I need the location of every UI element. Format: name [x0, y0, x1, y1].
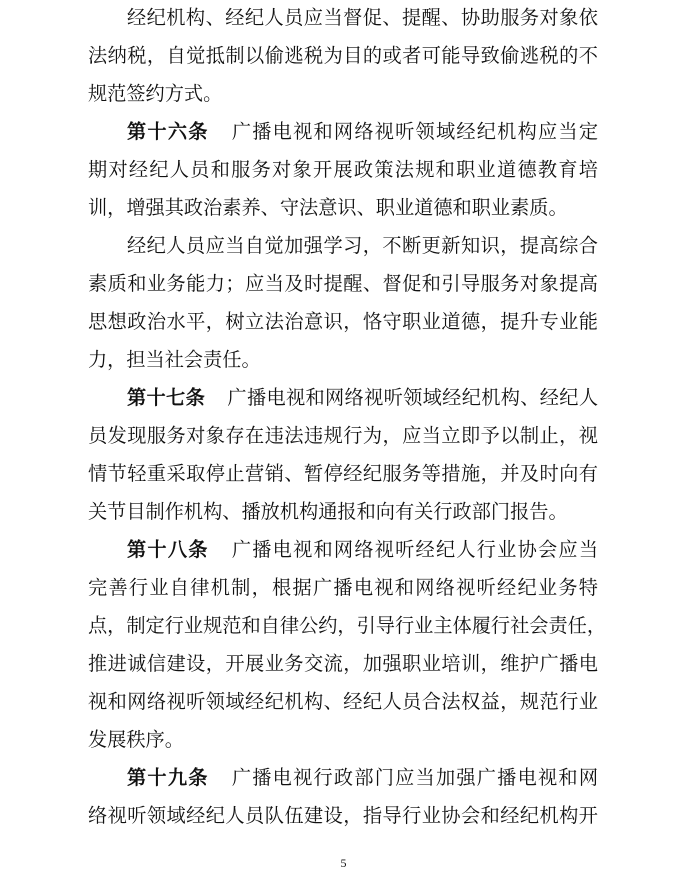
text-segment: 广播电视和网络视听经纪人行业协会应当 [230, 538, 599, 561]
text-line: 点，制定行业规范和自律公约，引导行业主体履行社会责任， [88, 614, 607, 637]
text-line: 发展秩序。 [88, 728, 184, 751]
text-line: 思想政治水平，树立法治意识，恪守职业道德，提升专业能 [88, 310, 598, 333]
text-line: 素质和业务能力；应当及时提醒、督促和引导服务对象提高 [88, 272, 598, 295]
article-heading: 第十八条 [127, 538, 209, 561]
text-line: 推进诚信建设，开展业务交流，加强职业培训，维护广播电 [88, 652, 598, 675]
text-line: 情节轻重采取停止营销、暂停经纪服务等措施，并及时向有 [88, 462, 598, 485]
article-first-line [127, 117, 598, 147]
text-line: 络视听领域经纪人员队伍建设，指导行业协会和经纪机构开 [88, 804, 598, 827]
article-first-line [127, 763, 598, 793]
text-line: 训，增强其政治素养、守法意识、职业道德和职业素质。 [88, 196, 568, 219]
text-line: 规范签约方式。 [88, 82, 223, 105]
text-line: 完善行业自律机制，根据广播电视和网络视听经纪业务特 [88, 576, 598, 599]
text-line: 关节目制作机构、播放机构通报和向有关行政部门报告。 [88, 500, 568, 523]
text-line: 经纪机构、经纪人员应当督促、提醒、协助服务对象依 [127, 6, 598, 29]
text-line: 经纪人员应当自觉加强学习，不断更新知识，提高综合 [127, 234, 598, 257]
article-first-line [127, 383, 598, 413]
article-first-line [127, 535, 598, 565]
text-line: 期对经纪人员和服务对象开展政策法规和职业道德教育培 [88, 158, 598, 181]
text-line: 力，担当社会责任。 [88, 348, 261, 371]
article-heading: 第十九条 [127, 766, 209, 789]
page-number: 5 [340, 856, 347, 870]
text-line: 视和网络视听领域经纪机构、经纪人员合法权益，规范行业 [88, 690, 598, 713]
article-heading: 第十六条 [127, 120, 209, 143]
text-segment: 广播电视和网络视听领域经纪机构应当定 [230, 120, 599, 143]
text-line: 员发现服务对象存在违法违规行为，应当立即予以制止，视 [88, 424, 598, 447]
text-segment: 广播电视和网络视听领域经纪机构、经纪人 [227, 386, 599, 409]
text-segment: 广播电视行政部门应当加强广播电视和网 [230, 766, 599, 789]
text-line: 法纳税，自觉抵制以偷逃税为目的或者可能导致偷逃税的不 [88, 44, 598, 67]
article-heading: 第十七条 [127, 386, 206, 409]
